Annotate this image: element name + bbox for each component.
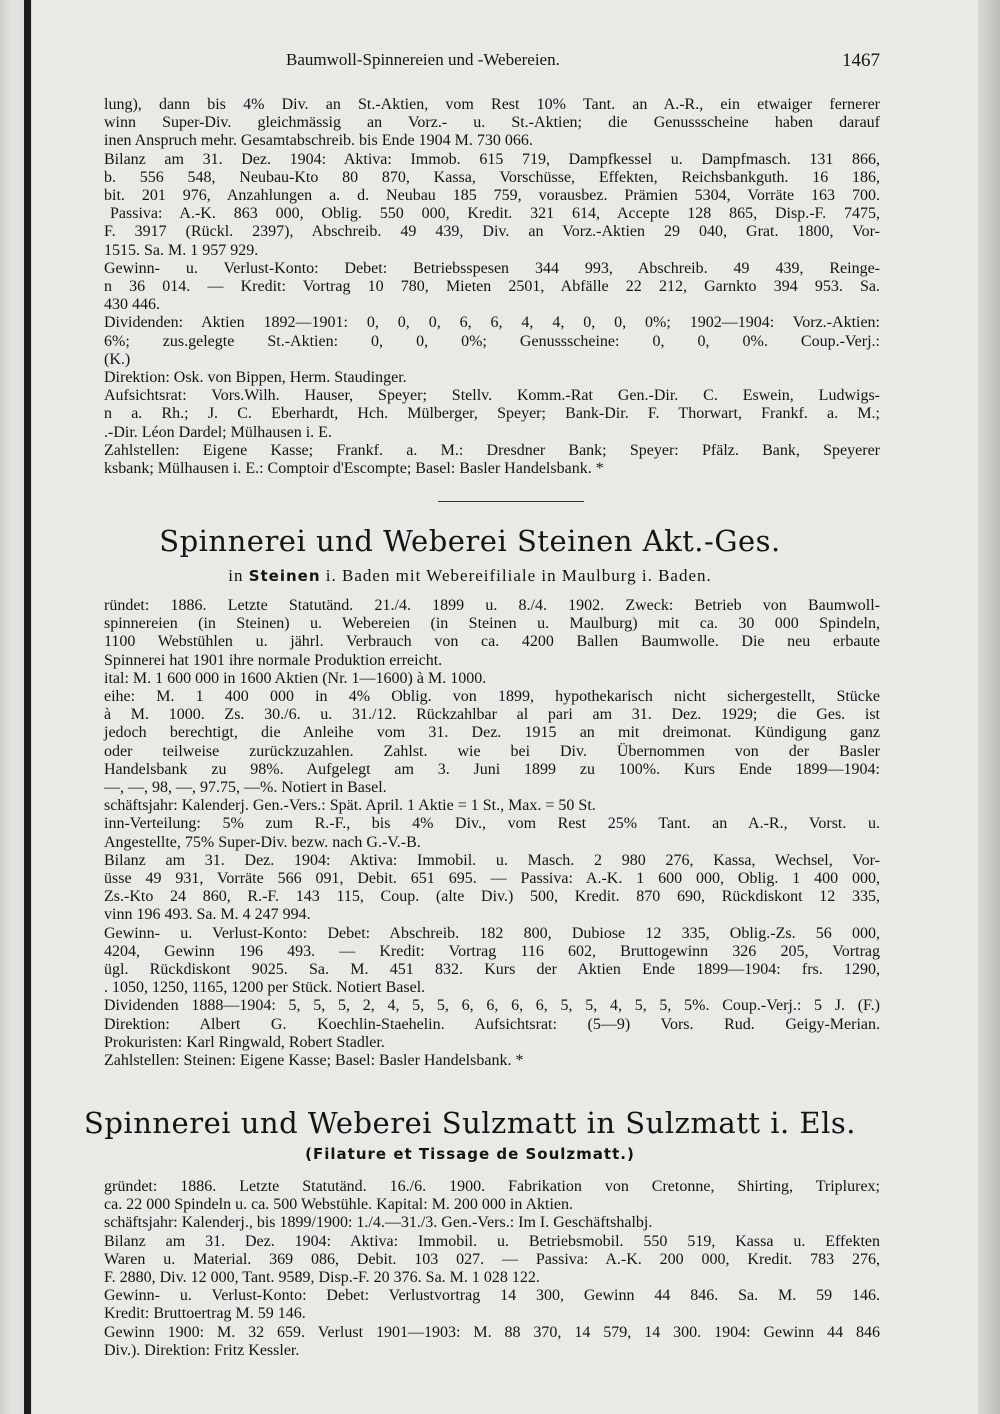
text-line: ründet: 1886. Letzte Statutänd. 21./4. 1899 u. 8./4. 1902. Zweck: Betrieb von Baumwoll- [104,597,880,614]
text-line: Spinnerei hat 1901 ihre normale Produktion erreicht. [104,651,443,669]
text-line: Direktion: Albert G. Koechlin-Staehelin. Aufsichtsrat: (5—9) Vors. Rud. Geigy-Merian. [104,1015,880,1033]
text-line: Div.). Direktion: Fritz Kessler. [104,1341,300,1359]
text-line: ksbank; Mülhausen i. E.: Comptoir d'Escompte; Basel: Basler Handelsbank. * [104,460,604,478]
text-line: F. 3917 (Rückl. 2397), Abschreib. 49 439, Div. an Vorz.-Aktien 29 040, Grat. 1800, Vor- [104,223,880,241]
text-line: F. 2880, Div. 12 000, Tant. 9589, Disp.-F. 20 376. Sa. M. 1 028 122. [104,1269,540,1287]
text-line: (K.) [104,350,131,368]
text-line: 1515. Sa. M. 1 957 929. [104,241,259,259]
text-line: n a. Rh.; J. C. Eberhardt, Hch. Mülberger, Speyer; Bank-Dir. F. Thorwart, Frankf. a. M.; [104,405,880,423]
text-line: Direktion: Osk. von Bippen, Herm. Staudinger. [104,369,407,387]
text-line: Angestellte, 75% Super-Div. bezw. nach G.-V.-B. [104,833,421,851]
text-line: lung), dann bis 4% Div. an St.-Aktien, vom Rest 10% Tant. an A.-R., ein etwaiger fernerer [104,96,880,113]
text-line: Bilanz am 31. Dez. 1904: Aktiva: Immobil. u. Betriebsmobil. 550 519, Kassa u. Effekten [104,1232,880,1250]
text-line: Gewinn- u. Verlust-Konto: Debet: Verlustvortrag 14 300, Gewinn 44 846. Sa. M. 59 146. [104,1287,880,1305]
text-line: 430 446. [104,296,160,314]
text-line: 6%; zus.gelegte St.-Aktien: 0, 0, 0%; Genussscheine: 0, 0, 0%. Coup.-Verj.: [104,332,880,350]
text-line: ca. 22 000 Spindeln u. ca. 500 Webstühle. Kapital: M. 200 000 in Aktien. [104,1196,574,1214]
text-line: Kredit: Bruttoertrag M. 59 146. [104,1305,306,1323]
text-line: Gewinn- u. Verlust-Konto: Debet: Betriebsspesen 344 993, Abschreib. 49 439, Reinge- [104,259,880,277]
text-line: Bilanz am 31. Dez. 1904: Aktiva: Immobil. u. Masch. 2 980 276, Kassa, Wechsel, Vor- [104,851,880,869]
text-line: . 1050, 1250, 1165, 1200 per Stück. Notiert Basel. [104,979,426,997]
page-number: 1467 [842,50,880,71]
company-title-sulzmatt: Spinnerei und Weberei Sulzmatt in Sulzmatt i. Els. [84,1106,856,1140]
text-line: —, —, 98, —, 97.75, —%. Notiert in Basel. [104,779,387,797]
text-line: Zahlstellen: Steinen: Eigene Kasse; Basel: Basler Handelsbank. * [104,1052,524,1070]
text-line: Dividenden 1888—1904: 5, 5, 5, 2, 4, 5, 5, 6, 6, 6, 6, 5, 5, 4, 5, 5, 5%. Coup.-Verj.: 5 J. (F.) [104,997,880,1015]
text-line: ital: M. 1 600 000 in 1600 Aktien (Nr. 1—1600) à M. 1000. [104,669,487,687]
text-line: n 36 014. — Kredit: Vortrag 10 780, Mieten 2501, Abfälle 22 212, Garnkto 394 953. Sa. [104,278,880,296]
text-line: Bilanz am 31. Dez. 1904: Aktiva: Immob. 615 719, Dampfkessel u. Dampfmasch. 131 866, [104,150,880,168]
text-line: üsse 49 931, Vorräte 566 091, Debit. 651 695. — Passiva: A.-K. 1 600 000, Oblig. 1 400 000, [104,870,880,888]
text-line: Gewinn 1900: M. 32 659. Verlust 1901—1903: M. 88 370, 14 579, 14 300. 1904: Gewinn 44 846 [104,1323,880,1341]
text-line: 4204, Gewinn 196 493. — Kredit: Vortrag 116 602, Bruttogewinn 326 205, Vortrag [104,942,880,960]
text-line: oder teilweise zurückzuzahlen. Zahlst. wie bei Div. Übernommen von der Basler [104,742,880,760]
text-line: b. 556 548, Neubau-Kto 80 870, Kassa, Vorschüsse, Effekten, Reichsbankguth. 16 186, [104,168,880,186]
scan-right-margin [978,0,1000,1414]
text-line: Handelsbank zu 98%. Aufgelegt am 3. Juni 1899 zu 100%. Kurs Ende 1899—1904: [104,760,880,778]
subtitle-rest: i. Baden mit Webereifiliale in Maulburg i. Baden. [325,566,712,585]
subtitle-prefix: in [228,566,244,585]
subtitle-place: Steinen [248,567,321,585]
text-line: .-Dir. Léon Dardel; Mülhausen i. E. [104,423,332,441]
text-line: bit. 201 976, Anzahlungen a. d. Neubau 185 759, vorausbez. Prämien 5304, Vorräte 163 700. [104,187,880,205]
text-line: eihe: M. 1 400 000 in 4% Oblig. von 1899, hypothekarisch nicht sichergestellt, Stücke [104,688,880,706]
text-line: Waren u. Material. 369 086, Debit. 103 027. — Passiva: A.-K. 200 000, Kredit. 783 276, [104,1250,880,1268]
subtitle-french: (Filature et Tissage de Soulzmatt.) [305,1145,635,1163]
text-line: Passiva: A.-K. 863 000, Oblig. 550 000, Kredit. 321 614, Accepte 128 865, Disp.-F. 7475, [110,205,880,223]
text-line: inn-Verteilung: 5% zum R.-F., bis 4% Div., vom Rest 25% Tant. an A.-R., Vorst. u. [104,815,880,833]
text-line: 1100 Webstühlen u. jährl. Verbrauch von ca. 4200 Ballen Baumwolle. Die neu erbaute [104,633,880,651]
section-3-text [60,1178,880,1360]
text-line: Dividenden: Aktien 1892—1901: 0, 0, 0, 6, 6, 4, 4, 0, 0, 0%; 1902—1904: Vorz.-Aktien: [104,314,880,332]
company-subtitle-steinen [60,566,880,586]
text-line: Gewinn- u. Verlust-Konto: Debet: Abschreib. 182 800, Dubiose 12 335, Oblig.-Zs. 56 000, [104,924,880,942]
text-line: à M. 1000. Zs. 30./6. u. 31./12. Rückzahlbar al pari am 31. Dez. 1929; die Ges. ist [104,706,880,724]
section-divider [438,501,584,502]
text-line: schäftsjahr: Kalenderj., bis 1899/1900: 1./4.—31./3. Gen.-Vers.: Im I. Geschäftshalbj. [104,1214,653,1232]
text-line: gründet: 1886. Letzte Statutänd. 16./6. 1900. Fabrikation von Cretonne, Shirting, Triplurex; [104,1178,880,1195]
text-line: jedoch berechtigt, die Anleihe vom 31. Dez. 1915 an mit dreimonat. Kündigung ganz [104,724,880,742]
text-line: winn Super-Div. gleichmässig an Vorz.- u. St.-Aktien; die Genussscheine haben darauf [104,114,880,132]
text-line: Zs.-Kto 24 860, R.-F. 143 115, Coup. (alte Div.) 500, Kredit. 870 690, Rückdiskont 12 335, [104,888,880,906]
text-line: inen Anspruch mehr. Gesamtabschreib. bis Ende 1904 M. 730 066. [104,132,533,150]
text-line: Prokuristen: Karl Ringwald, Robert Stadler. [104,1033,385,1051]
text-line: spinnereien (in Steinen) u. Webereien (in Steinen u. Maulburg) mit ca. 30 000 Spindeln, [104,615,880,633]
page [60,0,880,1414]
text-line: vinn 196 493. Sa. M. 4 247 994. [104,906,311,924]
page-header [60,50,880,76]
book-gutter [24,0,31,1414]
text-line: ügl. Rückdiskont 9025. Sa. M. 451 832. Kurs der Aktien Ende 1899—1904: frs. 1290, [104,961,880,979]
running-title: Baumwoll-Spinnereien und -Webereien. [286,50,560,69]
section-1-text [60,96,880,478]
text-line: schäftsjahr: Kalenderj. Gen.-Vers.: Spät. April. 1 Aktie = 1 St., Max. = 50 St. [104,797,596,815]
text-line: Aufsichtsrat: Vors.Wilh. Hauser, Speyer; Stellv. Komm.-Rat Gen.-Dir. C. Eswein, Ludwigs- [104,387,880,405]
text-line: Zahlstellen: Eigene Kasse; Frankf. a. M.: Dresdner Bank; Speyer: Pfälz. Bank, Speyerer [104,441,880,459]
section-2-text [60,597,880,1070]
company-title-steinen: Spinnerei und Weberei Steinen Akt.-Ges. [159,524,781,558]
company-subtitle-sulzmatt [60,1144,880,1164]
